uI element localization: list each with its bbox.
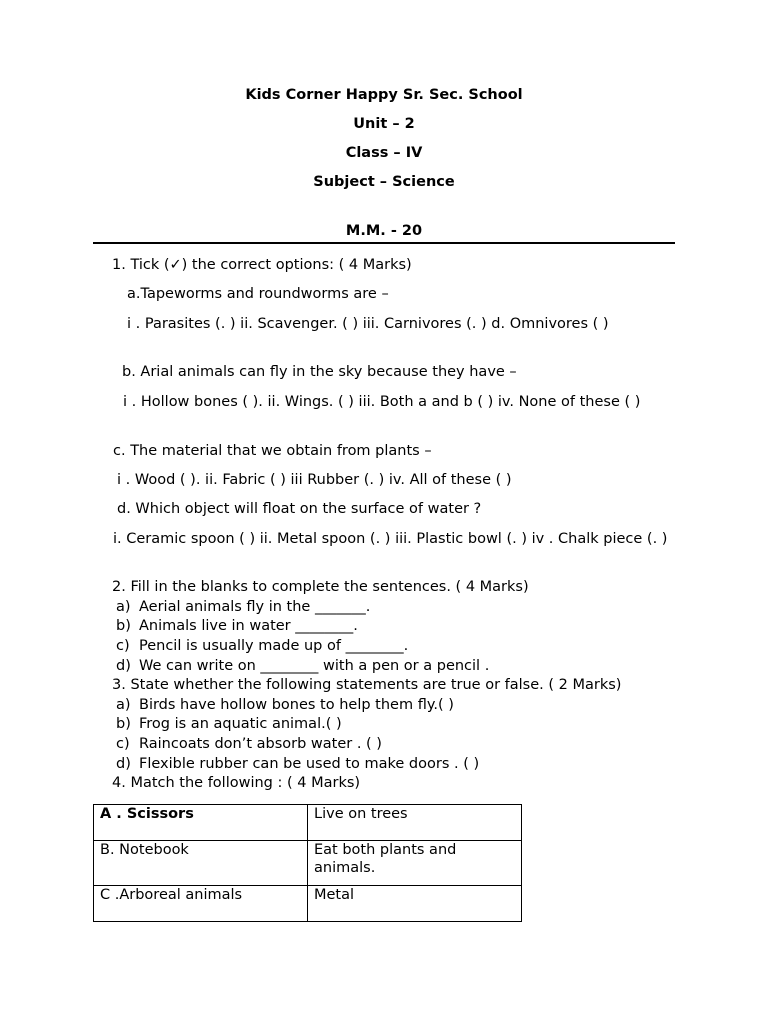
q1d-question: d. Which object will float on the surface of water ? — [117, 501, 482, 517]
q3-item-marker: d) — [116, 756, 131, 772]
q3-item-text: Raincoats don’t absorb water . ( ) — [139, 736, 382, 752]
unit-heading: Unit – 2 — [353, 116, 415, 132]
match-right-cell: Live on trees — [308, 805, 522, 841]
subject-heading: Subject – Science — [313, 174, 455, 190]
q2-item-text: Animals live in water ________. — [139, 618, 358, 634]
match-table — [93, 804, 522, 922]
q3-item-text: Birds have hollow bones to help them fly.( ) — [139, 697, 454, 713]
q1-title: 1. Tick (✓) the correct options: ( 4 Marks) — [112, 257, 412, 273]
q1b-question: b. Arial animals can fly in the sky because they have – — [122, 364, 517, 380]
q1c-options: i . Wood ( ). ii. Fabric ( ) iii Rubber (. ) iv. All of these ( ) — [117, 472, 512, 488]
q1c-question: c. The material that we obtain from plants – — [113, 443, 432, 459]
q2-item-text: Aerial animals fly in the _______. — [139, 599, 371, 615]
match-right-cell: Eat both plants and animals. — [308, 841, 522, 886]
q2-item-text: We can write on ________ with a pen or a pencil . — [139, 658, 490, 674]
q1b-options: i . Hollow bones ( ). ii. Wings. ( ) iii. Both a and b ( ) iv. None of these ( ) — [123, 394, 641, 410]
q2-item — [116, 597, 370, 617]
q1a-question: a.Tapeworms and roundworms are – — [127, 286, 389, 302]
q4-title: 4. Match the following : ( 4 Marks) — [112, 775, 361, 791]
q3-item — [116, 754, 479, 774]
q3-item — [116, 714, 342, 734]
q2-item-text: Pencil is usually made up of ________. — [139, 638, 409, 654]
q3-item-text: Flexible rubber can be used to make doors . ( ) — [139, 756, 480, 772]
q2-item-marker: c) — [116, 638, 130, 654]
q3-title: 3. State whether the following statements are true or false. ( 2 Marks) — [112, 677, 622, 693]
table-row — [94, 841, 522, 886]
table-row — [94, 805, 522, 841]
q3-item — [116, 734, 382, 754]
match-left-cell: B. Notebook — [94, 841, 308, 886]
match-right-cell: Metal — [308, 886, 522, 922]
match-left-cell: A . Scissors — [94, 805, 308, 841]
match-left-cell: C .Arboreal animals — [94, 886, 308, 922]
q2-item — [116, 616, 358, 636]
q2-item-marker: a) — [116, 599, 131, 615]
q1a-options: i . Parasites (. ) ii. Scavenger. ( ) iii. Carnivores (. ) d. Omnivores ( ) — [127, 316, 609, 332]
q2-title: 2. Fill in the blanks to complete the sentences. ( 4 Marks) — [112, 579, 529, 595]
q3-item-marker: c) — [116, 736, 130, 752]
q3-item-text: Frog is an aquatic animal.( ) — [139, 716, 342, 732]
class-heading: Class – IV — [345, 145, 423, 161]
q2-item-marker: d) — [116, 658, 131, 674]
table-row — [94, 886, 522, 922]
q3-item — [116, 695, 454, 715]
q2-item-marker: b) — [116, 618, 131, 634]
q3-item-marker: a) — [116, 697, 131, 713]
q1d-options: i. Ceramic spoon ( ) ii. Metal spoon (. ) iii. Plastic bowl (. ) iv . Chalk piece (. ) — [113, 531, 668, 547]
q3-item-marker: b) — [116, 716, 131, 732]
q2-item — [116, 656, 489, 676]
q2-item — [116, 636, 408, 656]
header-divider — [93, 242, 675, 244]
max-marks: M.M. - 20 — [345, 223, 423, 239]
school-name: Kids Corner Happy Sr. Sec. School — [245, 87, 523, 103]
